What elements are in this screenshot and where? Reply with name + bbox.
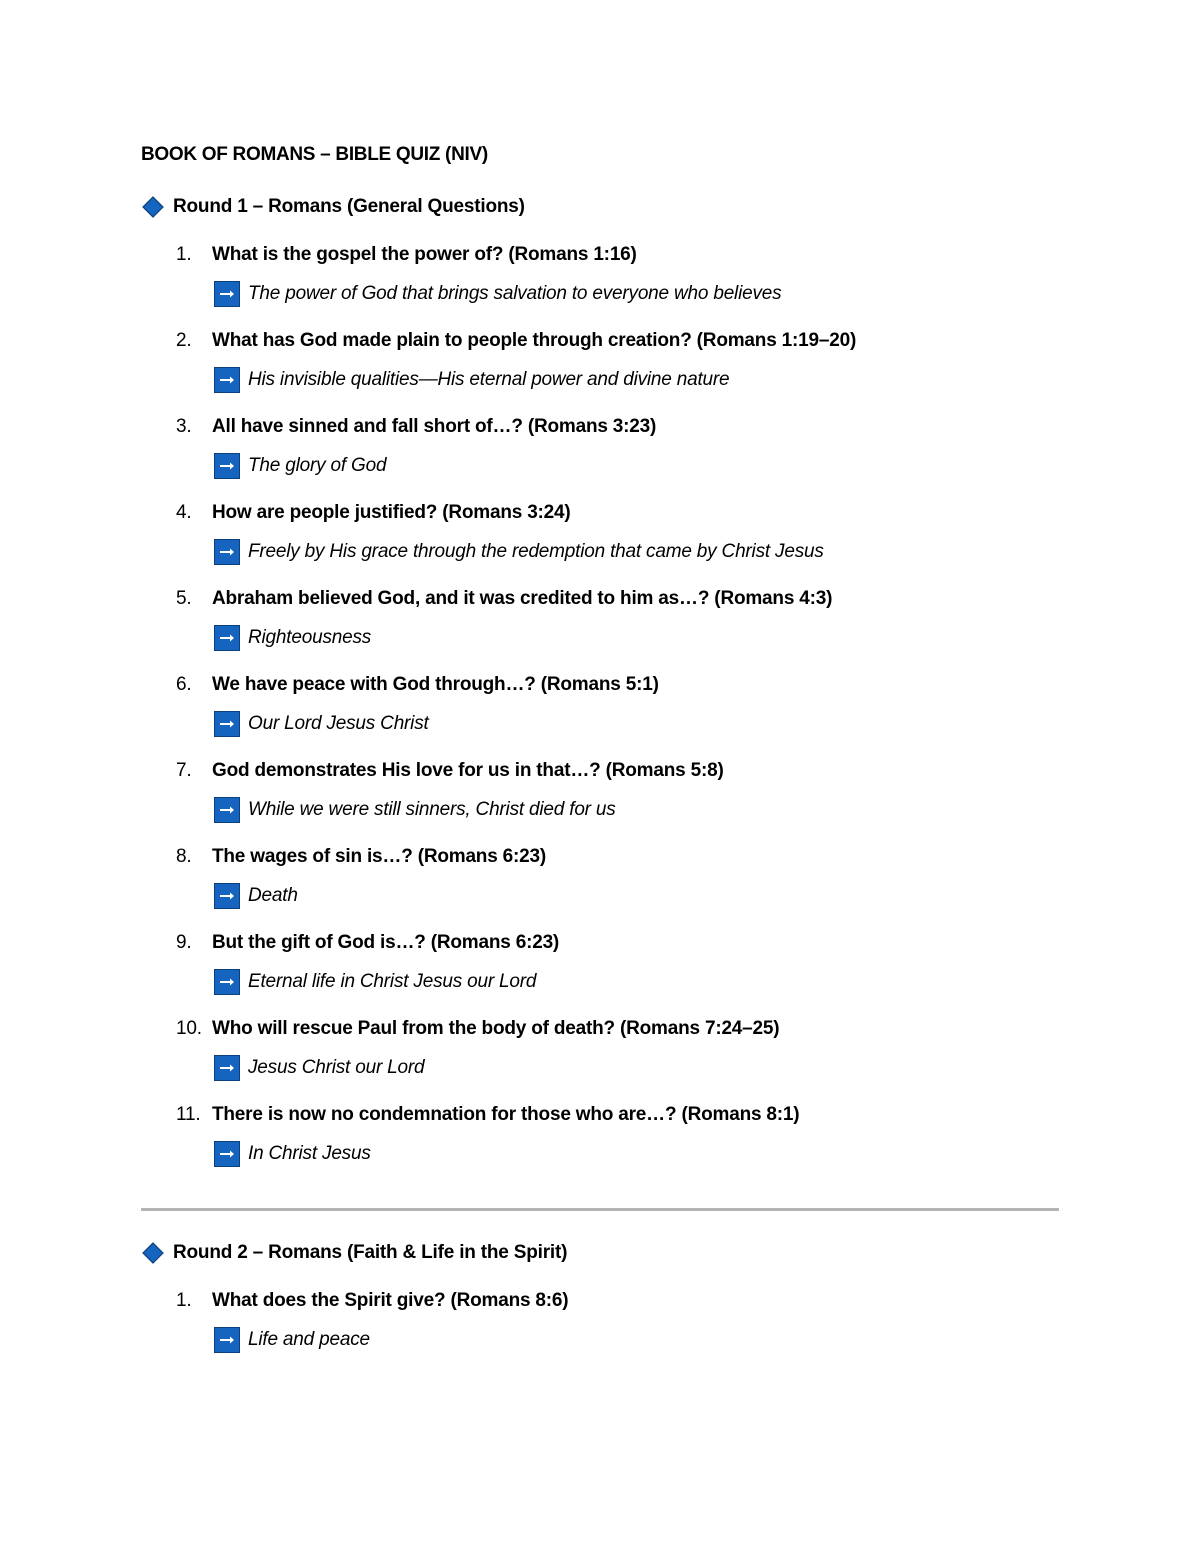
round-2-heading bbox=[142, 1242, 567, 1264]
right-arrow-box-icon bbox=[214, 711, 240, 737]
list-item bbox=[176, 674, 856, 760]
question-number: 8. bbox=[176, 846, 192, 867]
question-text: What has God made plain to people through creation? (Romans 1:19–20) bbox=[212, 330, 857, 351]
blue-diamond-icon bbox=[142, 1242, 164, 1264]
answer-text: Our Lord Jesus Christ bbox=[248, 713, 429, 734]
blue-diamond-icon bbox=[142, 196, 164, 218]
question-number: 9. bbox=[176, 932, 192, 953]
right-arrow-box-icon bbox=[214, 367, 240, 393]
question-text: The wages of sin is…? (Romans 6:23) bbox=[212, 846, 547, 867]
round-1-heading bbox=[142, 196, 525, 218]
list-item bbox=[176, 1290, 568, 1376]
list-item bbox=[176, 244, 856, 330]
list-item bbox=[176, 932, 856, 1018]
answer-text: Eternal life in Christ Jesus our Lord bbox=[248, 971, 537, 992]
question-text: What does the Spirit give? (Romans 8:6) bbox=[212, 1290, 569, 1311]
right-arrow-box-icon bbox=[214, 797, 240, 823]
right-arrow-box-icon bbox=[214, 883, 240, 909]
question-number: 11. bbox=[176, 1104, 201, 1125]
answer-text: Life and peace bbox=[248, 1329, 370, 1350]
answer-text: Righteousness bbox=[248, 627, 372, 648]
answer-text: The glory of God bbox=[248, 455, 387, 476]
question-number: 7. bbox=[176, 760, 192, 781]
round-2-question-list bbox=[176, 1290, 568, 1376]
question-number: 4. bbox=[176, 502, 192, 523]
question-text: We have peace with God through…? (Romans 5:1) bbox=[212, 674, 659, 695]
list-item bbox=[176, 1104, 856, 1190]
list-item bbox=[176, 588, 856, 674]
question-number: 1. bbox=[176, 244, 192, 265]
question-number: 6. bbox=[176, 674, 192, 695]
question-text: Abraham believed God, and it was credited to him as…? (Romans 4:3) bbox=[212, 588, 833, 609]
answer-text: Freely by His grace through the redemption that came by Christ Jesus bbox=[248, 541, 824, 562]
question-text: How are people justified? (Romans 3:24) bbox=[212, 502, 571, 523]
question-text: There is now no condemnation for those who are…? (Romans 8:1) bbox=[212, 1104, 800, 1125]
page-title: BOOK OF ROMANS – BIBLE QUIZ (NIV) bbox=[141, 144, 488, 165]
round-heading-label: Round 1 – Romans (General Questions) bbox=[173, 196, 525, 217]
list-item bbox=[176, 330, 856, 416]
question-number: 3. bbox=[176, 416, 192, 437]
right-arrow-box-icon bbox=[214, 1327, 240, 1353]
answer-text: While we were still sinners, Christ died for us bbox=[248, 799, 616, 820]
round-1-question-list bbox=[176, 244, 856, 1190]
right-arrow-box-icon bbox=[214, 969, 240, 995]
question-text: Who will rescue Paul from the body of death? (Romans 7:24–25) bbox=[212, 1018, 780, 1039]
question-number: 1. bbox=[176, 1290, 192, 1311]
question-text: All have sinned and fall short of…? (Romans 3:23) bbox=[212, 416, 657, 437]
right-arrow-box-icon bbox=[214, 281, 240, 307]
list-item bbox=[176, 1018, 856, 1104]
answer-text: In Christ Jesus bbox=[248, 1143, 371, 1164]
question-number: 5. bbox=[176, 588, 192, 609]
right-arrow-box-icon bbox=[214, 1055, 240, 1081]
right-arrow-box-icon bbox=[214, 453, 240, 479]
right-arrow-box-icon bbox=[214, 1141, 240, 1167]
answer-text: His invisible qualities—His eternal power and divine nature bbox=[248, 369, 730, 390]
answer-text: The power of God that brings salvation to everyone who believes bbox=[248, 283, 782, 304]
list-item bbox=[176, 416, 856, 502]
right-arrow-box-icon bbox=[214, 539, 240, 565]
list-item bbox=[176, 760, 856, 846]
round-heading-label: Round 2 – Romans (Faith & Life in the Spirit) bbox=[173, 1242, 568, 1263]
question-text: God demonstrates His love for us in that…? (Romans 5:8) bbox=[212, 760, 724, 781]
answer-text: Jesus Christ our Lord bbox=[248, 1057, 425, 1078]
question-number: 10. bbox=[176, 1018, 202, 1039]
list-item bbox=[176, 502, 856, 588]
question-text: But the gift of God is…? (Romans 6:23) bbox=[212, 932, 560, 953]
answer-text: Death bbox=[248, 885, 298, 906]
question-number: 2. bbox=[176, 330, 192, 351]
list-item bbox=[176, 846, 856, 932]
question-text: What is the gospel the power of? (Romans 1:16) bbox=[212, 244, 637, 265]
section-divider bbox=[141, 1208, 1059, 1211]
right-arrow-box-icon bbox=[214, 625, 240, 651]
